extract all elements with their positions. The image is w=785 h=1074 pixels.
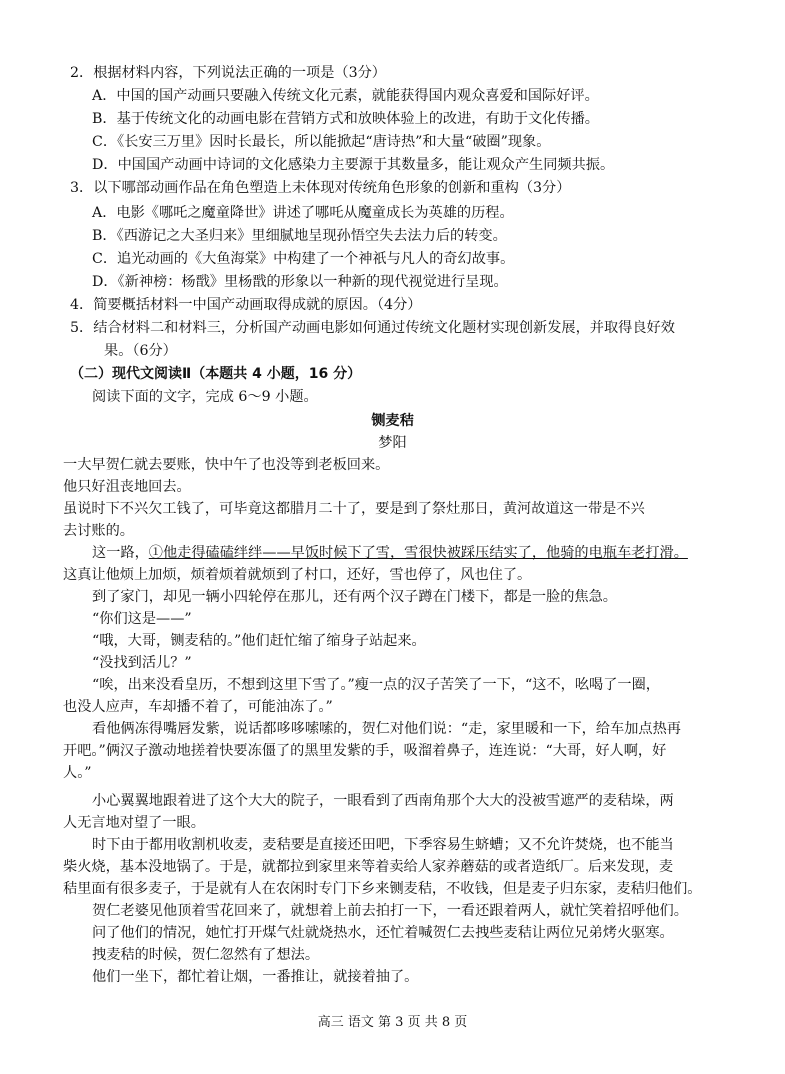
article-line: 时下由于都用收割机收麦，麦秸要是直接还田吧，下季容易生蛴螬；又不允许焚烧，也不能当 — [92, 837, 674, 853]
option-c: C．追光动画的《大鱼海棠》中构建了一个神祇与凡人的奇幻故事。 — [92, 251, 515, 267]
article-line: 拽麦秸的时候，贺仁忽然有了想法。 — [92, 947, 320, 963]
underlined-sentence-1: ①他走得磕磕绊绊——早饭时候下了雪，雪很快被踩压结实了，他骑的电瓶车老打滑。 — [148, 545, 688, 561]
article-line: 人无言地对望了一眼。 — [63, 815, 205, 831]
article-line: 也没人应声，车却播不着了，可能油冻了。” — [63, 699, 333, 715]
section-instruction: 阅读下面的文字，完成 6～9 小题。 — [92, 389, 318, 405]
option-a: A．中国的国产动画只要融入传统文化元素，就能获得国内观众喜爱和国际好评。 — [92, 88, 599, 104]
article-line: “哦，大哥，铡麦秸的。”他们赶忙缩了缩身子站起来。 — [92, 633, 426, 649]
article-title: 铡麦秸 — [371, 413, 414, 429]
page-footer: 高三 语文 第 3 页 共 8 页 — [317, 1015, 468, 1030]
article-line: 他只好沮丧地回去。 — [63, 479, 191, 495]
article-line: 这真让他烦上加烦，烦着烦着就烦到了村口，还好，雪也停了，风也住了。 — [63, 567, 532, 583]
option-b: B．《西游记之大圣归来》里细腻地呈现孙悟空失去法力后的转变。 — [92, 228, 507, 244]
article-line: “唉，出来没看皇历，不想到这里下雪了。”瘦一点的汉子苦笑了一下，“这不，吆喝了一圈， — [92, 677, 660, 693]
question-5-line1: 5．结合材料二和材料三，分析国产动画电影如何通过传统文化题材实现创新发展，并取得良好效 — [70, 320, 675, 336]
article-line: 小心翼翼地跟着进了这个大大的院子，一眼看到了西南角那个大大的没被雪遮严的麦秸垛，两 — [92, 793, 674, 809]
article-line: 虽说时下不兴欠工钱了，可毕竟这都腊月二十了，要是到了祭灶那日，黄河故道这一带是不兴 — [63, 501, 645, 517]
section-heading: （二）现代文阅读Ⅱ（本题共 4 小题，16 分） — [70, 366, 362, 382]
question-5-line2: 果。（6分） — [104, 343, 177, 359]
article-line: 看他俩冻得嘴唇发紫，说话都哆哆嗦嗦的，贺仁对他们说：“走，家里暖和一下，给车加点热再 — [92, 721, 681, 737]
question-stem: 2．根据材料内容，下列说法正确的一项是（3分） — [70, 65, 386, 81]
question-4: 4．简要概括材料一中国产动画取得成就的原因。（4分） — [70, 297, 422, 313]
article-line: 去讨账的。 — [63, 523, 134, 539]
article-line: 贺仁老婆见他顶着雪花回来了，就想着上前去拍打一下，一看还跟着两人，就忙笑着招呼他们。 — [92, 903, 688, 919]
article-line — [92, 542, 688, 564]
article-line: “你们这是——” — [92, 611, 192, 627]
question-stem: 3．以下哪部动画作品在角色塑造上未体现对传统角色形象的创新和重构（3分） — [70, 180, 571, 196]
article-line: 柴火烧，基本没地锅了。于是，就都拉到家里来等着卖给人家养蘑菇的或者造纸厂。后来发现，麦 — [63, 859, 674, 875]
option-b: B．基于传统文化的动画电影在营销方式和放映体验上的改进，有助于文化传播。 — [92, 111, 599, 127]
option-d: D．中国国产动画中诗词的文化感染力主要源于其数量多，能让观众产生同频共振。 — [92, 157, 615, 173]
article-line: 他们一坐下，都忙着让烟，一番推让，就接着抽了。 — [92, 969, 419, 985]
option-c: C．《长安三万里》因时长最长，所以能掀起“唐诗热”和大量“破圈”现象。 — [92, 134, 551, 150]
article-line-lead: 这一路， — [92, 545, 149, 561]
option-a: A．电影《哪吒之魔童降世》讲述了哪吒从魔童成长为英雄的历程。 — [92, 205, 514, 221]
article-line: 问了他们的情况，她忙打开煤气灶就烧热水，还忙着喊贺仁去拽些麦秸让两位兄弟烤火驱寒。 — [92, 925, 674, 941]
article-line: 一大早贺仁就去要账，快中午了也没等到老板回来。 — [63, 457, 390, 473]
article-author: 梦阳 — [378, 435, 407, 451]
article-line: “没找到活儿？” — [92, 655, 192, 671]
article-line: 秸里面有很多麦子，于是就有人在农闲时专门下乡来铡麦秸，不收钱，但是麦子归东家，麦秸归他们。 — [63, 881, 702, 897]
option-d: D．《新神榜：杨戬》里杨戬的形象以一种新的现代视觉进行呈现。 — [92, 274, 508, 290]
article-line: 到了家门，却见一辆小四轮停在那儿，还有两个汉子蹲在门楼下，都是一脸的焦急。 — [92, 589, 617, 605]
article-line: 人。” — [63, 765, 92, 781]
article-line: 开吧。”俩汉子激动地搓着快要冻僵了的黑里发紫的手，吸溜着鼻子，连连说：“大哥，好人啊，好 — [63, 743, 667, 759]
